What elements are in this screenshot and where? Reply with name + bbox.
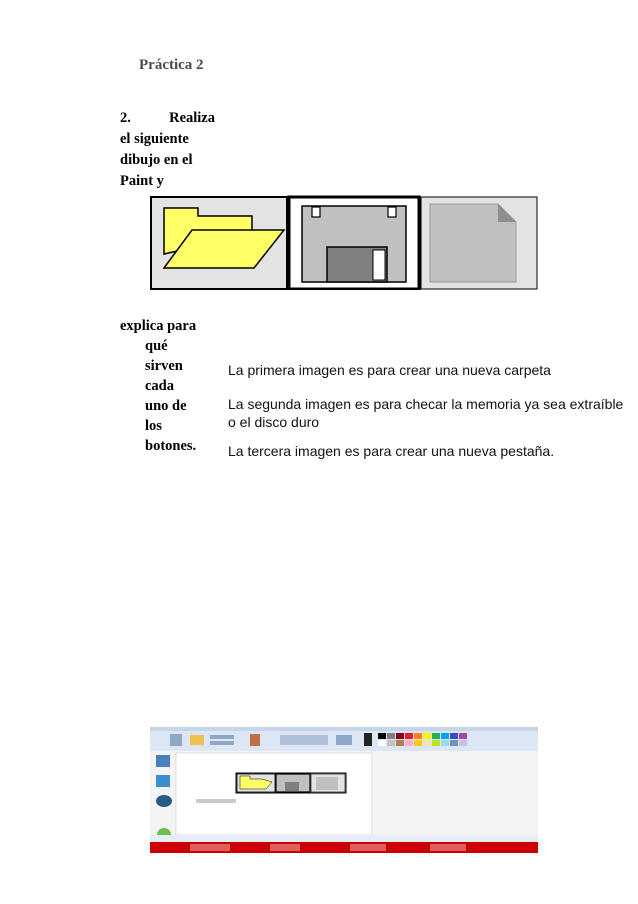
explica-line: explica para — [120, 318, 197, 334]
instruction-number: 2. — [120, 110, 131, 126]
status-bar — [150, 835, 538, 842]
answer-3: La tercera imagen es para crear una nueva pestaña. — [228, 443, 555, 459]
paint-drawing — [150, 194, 538, 290]
page-icon — [430, 204, 516, 282]
instruction-line: Realiza — [169, 110, 215, 126]
instruction-first-line — [120, 108, 215, 129]
instruction-text — [120, 108, 215, 192]
canvas-caption — [196, 799, 236, 803]
explica-line: uno de — [145, 398, 187, 414]
canvas-drawing — [236, 773, 346, 793]
explica-line: cada — [145, 378, 174, 394]
page-title: Práctica 2 — [139, 57, 204, 73]
answer-1: La primera imagen es para crear una nueva carpeta — [228, 362, 551, 378]
explica-line: los — [145, 418, 162, 434]
instruction-line: Paint y — [120, 173, 164, 189]
answer-2: La segunda imagen es para checar la memoria ya sea extraíble o el disco duro — [228, 396, 624, 430]
paint-screenshot — [150, 727, 538, 853]
instruction-line: el siguiente — [120, 131, 189, 147]
explica-line: qué — [145, 338, 168, 354]
paint-canvas — [176, 753, 372, 835]
floppy-disk-icon — [302, 206, 406, 282]
instruction-line: dibujo en el — [120, 152, 193, 168]
explica-text — [120, 316, 230, 456]
explica-line: botones. — [145, 438, 197, 454]
explica-line: sirven — [145, 358, 183, 374]
